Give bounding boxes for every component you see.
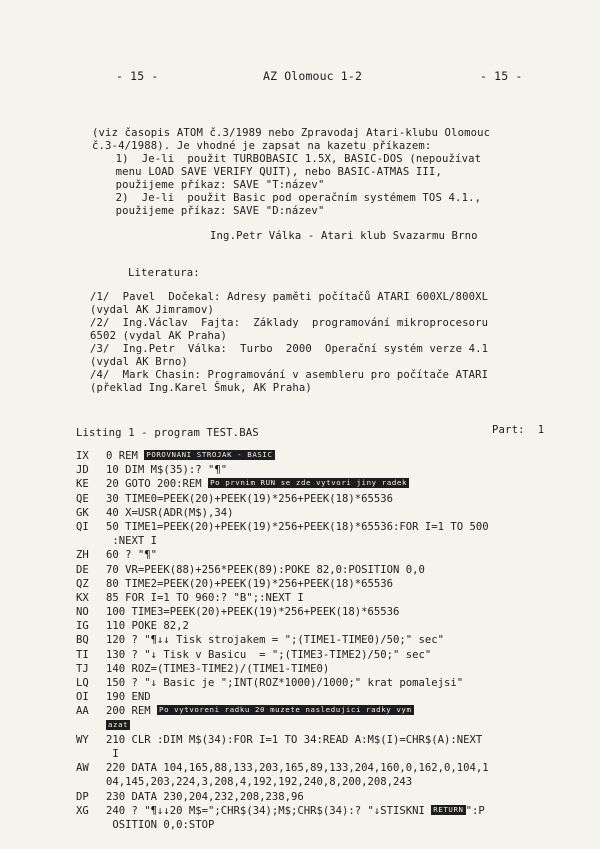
line-checksum: TI	[76, 648, 89, 661]
code-text: 50 TIME1=PEEK(20)+PEEK(19)*256+PEEK(18)*65536:FOR I=1 TO 500	[106, 520, 489, 533]
code-text: 30 TIME0=PEEK(20)+PEEK(19)*256+PEEK(18)*65536	[106, 492, 394, 505]
code-line	[76, 592, 566, 606]
code-line	[76, 649, 566, 663]
code-line	[76, 606, 566, 620]
code-text: 04,145,203,224,3,208,4,192,192,240,8,200,208,243	[106, 776, 413, 789]
code-line	[76, 564, 566, 578]
code-line	[76, 776, 566, 790]
code-text: 80 TIME2=PEEK(20)+PEEK(19)*256+PEEK(18)*65536	[106, 577, 394, 590]
inverse-text: azat	[108, 719, 129, 729]
running-title: AZ Olomouc 1-2	[263, 69, 363, 83]
line-checksum: XG	[76, 804, 89, 817]
code-text: :NEXT I	[106, 535, 158, 548]
code-line	[76, 464, 566, 478]
code-line	[76, 634, 566, 648]
intro-line: použijeme příkaz: SAVE "D:název"	[96, 205, 325, 217]
code-line	[76, 805, 566, 819]
code-text: 190 END	[106, 691, 151, 704]
line-checksum: OI	[76, 691, 89, 704]
inverse-text: POROVNANI STROJAK - BASIC	[146, 450, 273, 459]
inverse-text: Po prvnim RUN se zde vytvori jiny radek	[210, 478, 407, 488]
literature-line: (překlad Ing.Karel Šmuk, AK Praha)	[90, 382, 312, 394]
code-line	[76, 720, 566, 734]
code-text: 230 DATA 230,204,232,208,238,96	[106, 790, 304, 803]
line-checksum: DE	[76, 563, 89, 576]
code-listing	[76, 450, 566, 833]
literature-line: /4/ Mark Chasin: Programování v asembleru pro počítače ATARI	[90, 369, 489, 381]
code-text: 140 ROZ=(TIME3-TIME2)/(TIME1-TIME0)	[106, 662, 330, 675]
line-checksum: NO	[76, 606, 89, 619]
inverse-text: Po vytvoreni radku 20 muzete nasledujici radky vym	[159, 705, 412, 715]
literature-heading: Literatura:	[128, 267, 200, 279]
inverse-text: RETURN	[433, 804, 464, 814]
code-text: OSITION 0,0:STOP	[106, 818, 215, 831]
code-text: 200 REM	[106, 705, 158, 718]
code-text: 100 TIME3=PEEK(20)+PEEK(19)*256+PEEK(18)*65536	[106, 606, 400, 619]
page-number-left: - 15 -	[116, 69, 159, 83]
code-line	[76, 748, 566, 762]
line-checksum: JD	[76, 464, 89, 477]
code-line	[76, 677, 566, 691]
code-text-tail: ":P	[465, 804, 485, 817]
literature-line: /3/ Ing.Petr Válka: Turbo 2000 Operační systém verze 4.1	[90, 343, 489, 355]
intro-line: 2) Je-li použit Basic pod operačním systémem TOS 4.1.,	[96, 192, 482, 204]
line-checksum: ZH	[76, 549, 89, 562]
line-checksum: BQ	[76, 634, 89, 647]
line-checksum: IX	[76, 450, 89, 462]
code-text: 85 FOR I=1 TO 960:? "B";:NEXT I	[106, 591, 304, 604]
line-checksum: TJ	[76, 662, 89, 675]
code-text: 240 ? "¶↓↓20 M$=";CHR$(34);M$;CHR$(34):? "↓STISKNI	[106, 804, 432, 817]
line-checksum: KX	[76, 591, 89, 604]
code-text: I	[106, 747, 119, 760]
intro-line: použijeme příkaz: SAVE "T:název"	[96, 179, 325, 191]
intro-line: 1) Je-li použit TURBOBASIC 1.5X, BASIC-DOS (nepoužívat	[96, 153, 482, 165]
line-checksum: QI	[76, 520, 89, 533]
code-text: 130 ? "↓ Tisk v Basicu = ";(TIME3-TIME2)/50;" sec"	[106, 648, 432, 661]
intro-line: č.3-4/1988). Je vhodné je zapsat na kazetu příkazem:	[92, 140, 432, 152]
code-line	[76, 762, 566, 776]
line-checksum: QZ	[76, 577, 89, 590]
line-checksum: AW	[76, 762, 89, 775]
code-text: 20 GOTO 200:REM	[106, 478, 209, 491]
line-checksum: LQ	[76, 677, 89, 689]
line-checksum: GK	[76, 506, 89, 519]
listing-title: Listing 1 - program TEST.BAS	[76, 427, 259, 439]
code-line	[76, 691, 566, 705]
code-line	[76, 663, 566, 677]
code-text: 0 REM	[106, 450, 145, 462]
code-text: 110 POKE 82,2	[106, 620, 189, 633]
listing-part-label: Part: 1	[492, 424, 545, 436]
literature-line: 6502 (vydal AK Praha)	[90, 330, 228, 342]
code-line	[76, 478, 566, 492]
code-line	[76, 521, 566, 535]
line-checksum: WY	[76, 733, 89, 746]
author-signature: Ing.Petr Válka - Atari klub Svazarmu Brno	[210, 230, 478, 242]
page-number-right: - 15 -	[480, 69, 523, 83]
code-text: 10 DIM M$(35):? "¶"	[106, 464, 228, 477]
code-line	[76, 734, 566, 748]
code-line	[76, 819, 566, 833]
code-line	[76, 535, 566, 549]
code-line	[76, 507, 566, 521]
line-checksum: KE	[76, 478, 89, 491]
literature-line: (vydal AK Brno)	[90, 356, 188, 368]
intro-line: (viz časopis ATOM č.3/1989 nebo Zpravodaj Atari-klubu Olomouc	[92, 127, 491, 139]
literature-line: (vydal AK Jimramov)	[90, 304, 215, 316]
code-text: 60 ? "¶"	[106, 549, 158, 562]
line-checksum: QE	[76, 492, 89, 505]
code-line	[76, 493, 566, 507]
code-text: 40 X=USR(ADR(M$),34)	[106, 506, 234, 519]
code-text: 220 DATA 104,165,88,133,203,165,89,133,204,160,0,162,0,104,1	[106, 762, 489, 775]
code-line	[76, 791, 566, 805]
literature-line: /2/ Ing.Václav Fajta: Základy programování mikroprocesoru	[90, 317, 489, 329]
code-line	[76, 705, 566, 719]
line-checksum: IG	[76, 620, 89, 633]
line-checksum: AA	[76, 705, 89, 718]
code-line	[76, 450, 566, 464]
code-text: 210 CLR :DIM M$(34):FOR I=1 TO 34:READ A:M$(I)=CHR$(A):NEXT	[106, 733, 483, 746]
code-text: 150 ? "↓ Basic je ";INT(ROZ*1000)/1000;" krat pomalejsi"	[106, 677, 464, 689]
code-line	[76, 578, 566, 592]
code-text: 120 ? "¶↓↓ Tisk strojakem = ";(TIME1-TIME0)/50;" sec"	[106, 634, 445, 647]
code-line	[76, 620, 566, 634]
code-line	[76, 549, 566, 563]
code-text: 70 VR=PEEK(88)+256*PEEK(89):POKE 82,0:POSITION 0,0	[106, 563, 425, 576]
intro-line: menu LOAD SAVE VERIFY QUIT), nebo BASIC-ATMAS III,	[96, 166, 442, 178]
literature-line: /1/ Pavel Dočekal: Adresy paměti počítačů ATARI 600XL/800XL	[90, 291, 489, 303]
line-checksum: DP	[76, 790, 89, 803]
